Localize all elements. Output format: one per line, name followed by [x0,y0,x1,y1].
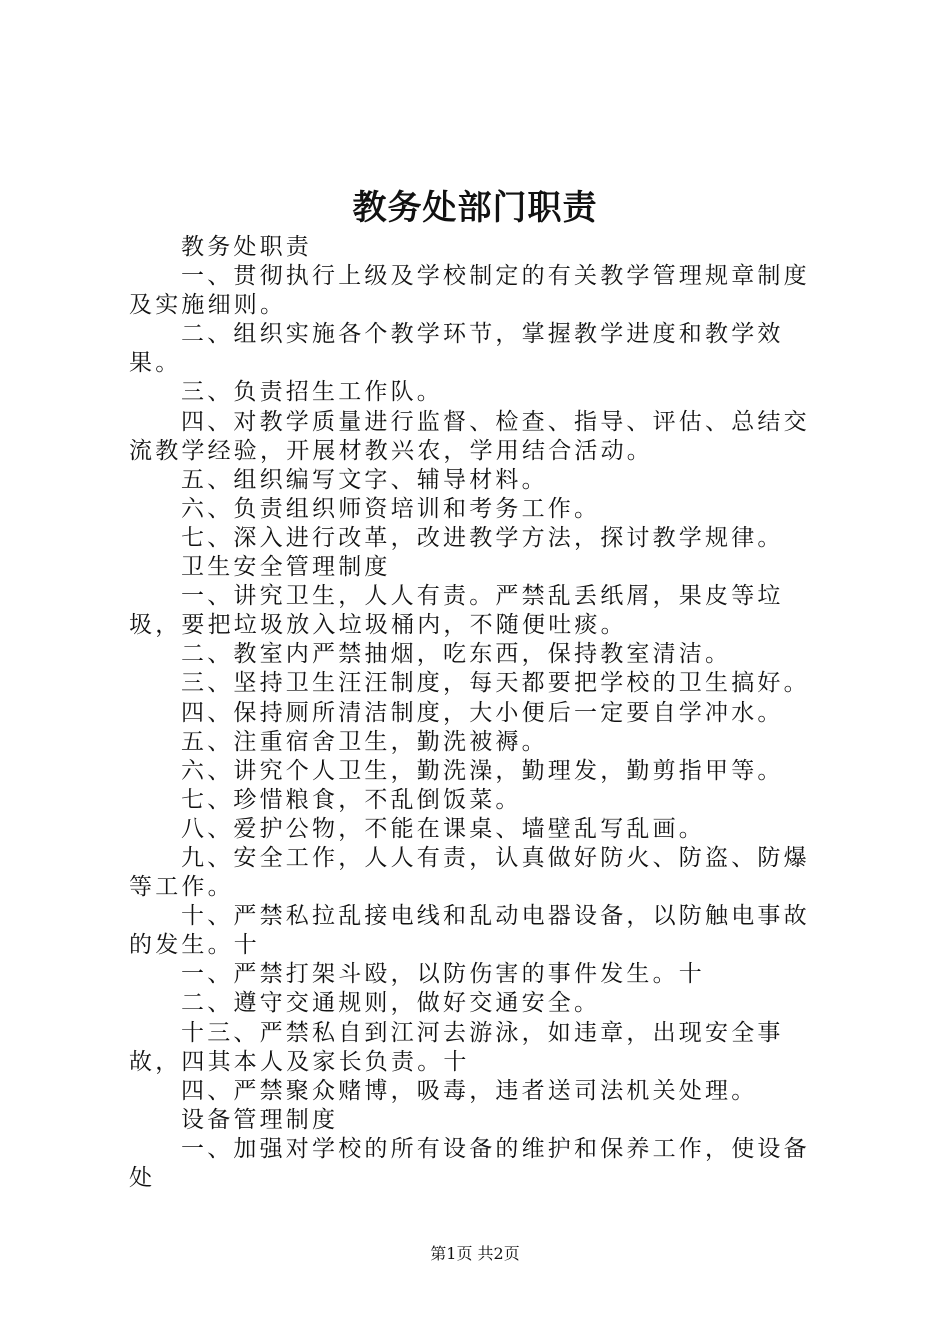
paragraph: 一、严禁打架斗殴，以防伤害的事件发生。十 [181,961,705,988]
paragraph: 二、组织实施各个教学环节，掌握教学进度和教学效果。 [129,321,784,377]
paragraph: 十三、严禁私自到江河去游泳，如违章，出现安全事故，四其本人及家长负责。十 [129,1019,784,1075]
paragraph: 六、讲究个人卫生，勤洗澡，勤理发，勤剪指甲等。 [181,757,784,784]
page-number-footer: 第1页 共2页 [430,1244,520,1263]
paragraph: 一、贯彻执行上级及学校制定的有关教学管理规章制度及实施细则。 [129,263,810,319]
paragraph: 六、负责组织师资培训和考务工作。 [181,495,601,522]
paragraph: 二、遵守交通规则，做好交通安全。 [181,990,601,1017]
paragraph: 五、组织编写文字、辅导材料。 [181,466,548,493]
paragraph: 七、深入进行改革，改进教学方法，探讨教学规律。 [181,524,784,551]
paragraph: 教务处职责 [181,234,312,260]
paragraph: 四、保持厕所清洁制度，大小便后一定要自学冲水。 [181,699,784,726]
paragraph: 一、讲究卫生，人人有责。严禁乱丢纸屑，果皮等垃圾，要把垃圾放入垃圾桶内，不随便吐痰。 [129,583,784,639]
paragraph: 三、负责招生工作队。 [181,379,443,406]
document-body [129,233,835,1193]
section-heading: 卫生安全管理制度 [181,554,391,581]
paragraph: 一、加强对学校的所有设备的维护和保养工作，使设备处 [129,1135,810,1191]
paragraph: 九、安全工作，人人有责，认真做好防火、防盗、防爆等工作。 [129,844,810,901]
paragraph: 二、教室内严禁抽烟，吃东西，保持教室清洁。 [181,641,732,668]
section-heading: 设备管理制度 [181,1106,339,1133]
document-title: 教务处部门职责 [352,188,598,228]
paragraph: 四、对教学质量进行监督、检查、指导、评估、总结交流教学经验，开展材教兴农，学用结合活动。 [129,408,810,464]
paragraph: 四、严禁聚众赌博，吸毒，违者送司法机关处理。 [181,1077,758,1104]
paragraph: 三、坚持卫生汪汪制度，每天都要把学校的卫生搞好。 [181,670,810,697]
paragraph: 十、严禁私拉乱接电线和乱动电器设备，以防触电事故的发生。十 [129,903,810,959]
paragraph: 五、注重宿舍卫生，勤洗被褥。 [181,728,548,755]
paragraph: 七、珍惜粮食，不乱倒饭菜。 [181,786,522,813]
paragraph: 八、爱护公物，不能在课桌、墙壁乱写乱画。 [181,815,705,842]
